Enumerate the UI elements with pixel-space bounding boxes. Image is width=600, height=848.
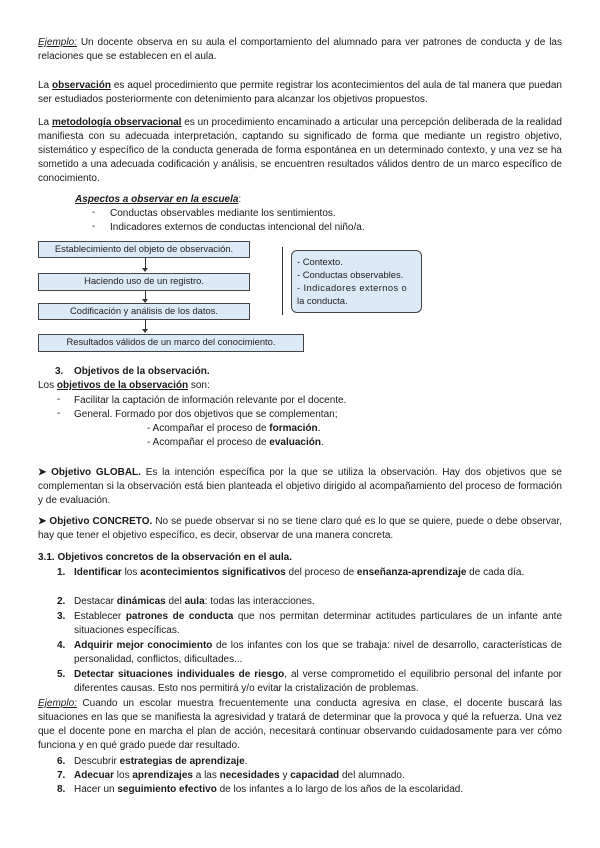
item-number: 3. (57, 611, 66, 622)
ejemplo-text: Cuando un escolar muestra frecuentemente una conducta agresiva en clase, el docente buscará las situaciones en las que se manifiesta la agresividad y tratará de determinar que la provoca y qué la refuerza. Una vez que el docente pone en marcha el plan de acción, necesitará continuar observando cuidadosamente para ver cómo funciona y en qué grado puede dar resultado. (38, 698, 562, 751)
text-fragment: son: (188, 380, 210, 391)
bold-term: estrategias de aprendizaje (119, 756, 245, 767)
metodologia-definition (38, 116, 562, 186)
item-number: 7. (57, 770, 66, 781)
bold-term: Adecuar (74, 770, 115, 781)
side-item: - Contexto. (297, 256, 343, 267)
concreto-text: No se puede observar si no se tiene claro qué es lo que se quiere, puede o debe observar, hay que tener el objetivo específico, es decir, observar de una manera concreta. (38, 516, 562, 541)
objetivo-concreto (38, 515, 562, 543)
flow-arrow (145, 319, 146, 329)
text-fragment: Descubrir (74, 756, 120, 767)
bold-term: capacidad (290, 770, 340, 781)
text-fragment: La (38, 80, 53, 91)
bold-term: aula (184, 596, 205, 607)
text-fragment: del (165, 596, 185, 607)
side-item: la conducta. (297, 295, 348, 306)
flow-step-1: Establecimiento del objeto de observación. (38, 241, 250, 258)
text-fragment: . (317, 423, 321, 434)
section-number: 3. (55, 366, 64, 377)
text-fragment: del alumnado. (339, 770, 405, 781)
bold-term: dinámicas (116, 596, 166, 607)
item-number: 1. (57, 567, 66, 578)
divider-line (282, 247, 283, 315)
objetivo-item: General. Formado por dos objetivos que se complementan; (74, 409, 338, 420)
concreto-item-5 (74, 668, 562, 696)
flow-arrow (145, 290, 146, 299)
objetivo-item: Facilitar la captación de información relevante por el docente. (74, 395, 347, 406)
text-fragment: . (244, 756, 248, 767)
ejemplo-label: Ejemplo: (38, 698, 77, 709)
bold-term: Adquirir mejor conocimiento (74, 640, 213, 651)
aspecto-item: Indicadores externos de conductas intencional del niño/a. (110, 222, 365, 233)
bullet-dash: - (92, 207, 96, 218)
text-fragment: de cada día. (466, 567, 525, 578)
item-number: 6. (57, 756, 66, 767)
text-fragment: : todas las interacciones. (204, 596, 315, 607)
text-fragment: , al verse comprometido el equilibrio personal del infante por diferentes causas. Esto nos permitirá y/o evitar la cristalización de problemas. (74, 669, 563, 694)
metodologia-term: metodología observacional (51, 117, 182, 128)
flow-arrow (145, 257, 146, 268)
text-fragment: : (238, 194, 242, 205)
bullet-dash: - (57, 408, 61, 419)
text-fragment: - Acompañar el proceso de (147, 423, 270, 434)
item-number: 5. (57, 669, 66, 680)
concreto-item-2 (74, 595, 562, 609)
observacion-definition (38, 79, 562, 107)
aspecto-item: Conductas observables mediante los sentimientos. (110, 208, 336, 219)
concreto-item-4 (74, 639, 562, 667)
flow-step-4: Resultados válidos de un marco del conocimiento. (38, 334, 304, 352)
objetivo-sub-item (147, 436, 324, 450)
bullet-dash: - (92, 221, 96, 232)
side-item: - Indicadores externos o (297, 282, 408, 293)
text-fragment: La (38, 117, 52, 128)
text-fragment: que nos permitan determinar actitudes particulares de un infante ante situaciones específicas. (74, 611, 563, 636)
text-fragment: de los infantes con los que se trabaja: nivel de desarrollo, características de personalidad, conflictos, dificultades... (74, 640, 562, 665)
concretos-example (38, 697, 562, 753)
observacion-term: observación (52, 80, 111, 91)
side-box (291, 250, 422, 313)
flow-step-2: Haciendo uso de un registro. (38, 273, 250, 291)
objetivo-sub-item (147, 422, 320, 436)
aspectos-title: Aspectos a observar en la escuela (75, 194, 239, 205)
text-fragment: . (321, 437, 324, 448)
bold-term: enseñanza-aprendizaje (356, 567, 467, 578)
aspectos-heading (75, 193, 241, 207)
text-fragment: - Acompañar el proceso de (147, 437, 270, 448)
text-fragment: de los infantes a lo largo de los años de la escolaridad. (216, 784, 464, 795)
flow-arrow-head (142, 268, 148, 272)
intro-example (38, 36, 562, 64)
concreto-label: ➤ Objetivo CONCRETO. (38, 516, 153, 527)
flow-step-3: Codificación y análisis de los datos. (38, 303, 250, 320)
concreto-item-7 (74, 769, 405, 783)
text-fragment: Establecer (74, 611, 126, 622)
observacion-text: es aquel procedimiento que permite registrar los acontecimientos del aula de tal manera que puedan ser estudiados posteriormente con detenimiento para alcanzar los objetivos propuestos. (38, 80, 562, 105)
objetivos-term: objetivos de la observación (56, 380, 189, 391)
text-fragment: del proceso de (285, 567, 357, 578)
text-fragment: los (114, 770, 133, 781)
concreto-item-6 (74, 755, 247, 769)
text-fragment: Destacar (74, 596, 117, 607)
metodologia-text: es un procedimiento encaminado a articular una percepción deliberada de la realidad manifiesta con su adecuada interpretación, captando su significado de forma que mediante un registro objetivo, sistemático y específico de la conducta generada de forma espontánea en un determinado contexto, y una vez se ha sometido a una adecuada codificación y análisis, se encuentren resultados válidos dentro de un marco específico de conocimiento. (38, 117, 562, 184)
objetivos-intro (38, 379, 210, 393)
global-text: Es la intención específica por la que se utiliza la observación. Hay dos objetivos que se complementan si la observación está bien planteada el objetivo dirigido al acompañamiento del proceso de formación y de evaluación. (38, 467, 562, 506)
text-fragment: Los (38, 380, 57, 391)
flow-arrow-head (142, 329, 148, 333)
bullet-dash: - (57, 394, 61, 405)
bold-term: evaluación (269, 437, 321, 448)
item-number: 8. (57, 784, 66, 795)
bold-term: Identificar (74, 567, 122, 578)
text-fragment: los (121, 567, 141, 578)
concreto-item-1 (74, 566, 562, 580)
side-item: - Conductas observables. (297, 269, 404, 280)
text-fragment: Hacer un (74, 784, 118, 795)
global-label: ➤ Objetivo GLOBAL. (38, 467, 141, 478)
concreto-item-8 (74, 783, 463, 797)
bold-term: patrones de conducta (125, 611, 234, 622)
section-heading (74, 365, 210, 379)
objetivo-global (38, 466, 562, 508)
bold-term: seguimiento efectivo (117, 784, 217, 795)
subsection-heading (38, 551, 292, 565)
bold-term: necesidades (219, 770, 280, 781)
text-fragment: y (279, 770, 291, 781)
concreto-item-3 (74, 610, 562, 638)
bold-term: Detectar situaciones individuales de riesgo (74, 669, 285, 680)
item-number: 2. (57, 596, 66, 607)
text-fragment: a las (192, 770, 220, 781)
bold-term: acontecimientos significativos (140, 567, 286, 578)
bold-term: formación (269, 423, 318, 434)
item-number: 4. (57, 640, 66, 651)
ejemplo-text: Un docente observa en su aula el comportamiento del alumnado para ver patrones de conducta y de las relaciones que se establecen en el aula. (38, 37, 562, 62)
ejemplo-label: Ejemplo: (38, 37, 77, 48)
bold-term: aprendizajes (132, 770, 193, 781)
heading-text: 3.1. Objetivos concretos de la observación en el aula. (38, 552, 292, 563)
heading-text: Objetivos de la observación. (74, 366, 210, 377)
